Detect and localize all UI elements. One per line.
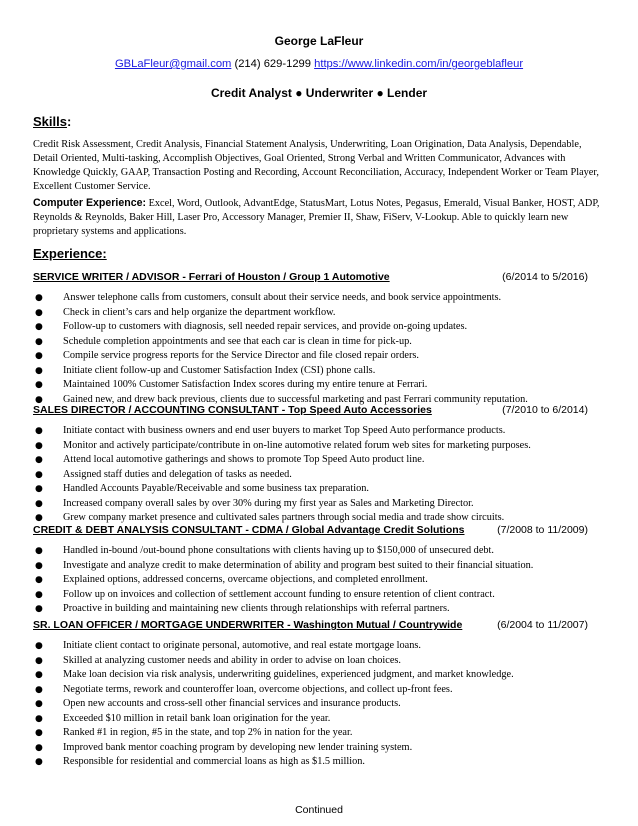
- phone-number: (214) 629-1299: [234, 58, 311, 70]
- bullet-icon: ●: [35, 560, 43, 571]
- bullet-icon: ●: [35, 742, 43, 753]
- bullet-icon: ●: [35, 365, 43, 376]
- page-footer: Continued: [295, 804, 343, 816]
- email-link[interactable]: GBLaFleur@gmail.com: [114, 58, 232, 70]
- professional-headline: Credit Analyst ● Underwriter ● Lender: [210, 86, 428, 100]
- list-item: [33, 559, 613, 574]
- bullet-text: Handled Accounts Payable/Receivable and some business tax preparation.: [63, 483, 369, 494]
- job-header-1: [33, 271, 588, 285]
- bullet-text: Follow-up to customers with diagnosis, sell needed repair services, and provide on-going updates.: [63, 321, 468, 332]
- list-item: [33, 683, 613, 698]
- bullet-text: Follow up on invoices and collection of settlement account funding to ensure retention of client contract.: [63, 588, 495, 600]
- list-item: [33, 668, 613, 683]
- bullet-icon: ●: [35, 426, 43, 436]
- job-title: CREDIT & DEBT ANALYSIS CONSULTANT - CDMA / Global Advantage Credit Solutions: [33, 524, 465, 536]
- bullet-text: Exceeded $10 million in retail bank loan origination for the year.: [63, 712, 331, 724]
- list-item: [33, 291, 613, 306]
- job-title: SALES DIRECTOR / ACCOUNTING CONSULTANT - Top Speed Auto Accessories: [33, 404, 432, 416]
- job-dates: (7/2008 to 11/2009): [497, 524, 588, 536]
- bullet-icon: ●: [35, 728, 43, 738]
- skills-heading-colon: :: [66, 114, 72, 129]
- list-item: [33, 378, 613, 393]
- bullet-icon: ●: [35, 713, 43, 724]
- job-dates: (6/2014 to 5/2016): [502, 271, 588, 283]
- job-header-4: [33, 619, 588, 633]
- job-title: SERVICE WRITER / ADVISOR - Ferrari of Houston / Group 1 Automotive: [33, 271, 390, 283]
- bullet-icon: ●: [35, 670, 43, 680]
- bullet-icon: ●: [35, 498, 43, 509]
- bullet-text: Answer telephone calls from customers, consult about their service needs, and book service appointments.: [63, 292, 502, 303]
- bullet-text: Grew company market presence and cultivated sales partners through social media and trade show circuits.: [63, 512, 505, 523]
- bullet-text: Proactive in building and maintaining new clients through relationships with referral partners.: [63, 603, 450, 614]
- bullet-icon: ●: [35, 699, 43, 709]
- bullet-text: Maintained 100% Customer Satisfaction Index scores during my entire tenure at Ferrari.: [63, 379, 428, 390]
- linkedin-link[interactable]: https://www.linkedin.com/in/georgeblafleur: [314, 58, 524, 70]
- list-item: [33, 364, 613, 379]
- list-item: [33, 755, 613, 770]
- computer-experience-label: Computer Experience:: [33, 197, 147, 209]
- job-header-2: [33, 404, 588, 418]
- bullet-text: Gained new, and drew back previous, clients due to successful marketing and past Ferrari community reputation.: [63, 393, 528, 405]
- bullet-icon: ●: [35, 684, 43, 695]
- job-dates: (6/2004 to 11/2007): [497, 619, 588, 631]
- contact-line: [0, 58, 638, 70]
- list-item: [33, 741, 613, 756]
- candidate-name: George LaFleur: [274, 34, 364, 48]
- job-bullets-1: [33, 291, 613, 407]
- skills-text: Credit Risk Assessment, Credit Analysis, Financial Statement Analysis, Underwriting, Loan Origination, Data Analysis, Dependable, Detail Oriented, Multi-tasking, Accomplish Objectives, Goal Oriented, Strong Verbal and Written Communicator, Advances with Knowledge Quickly, GAAP, Transaction Posting and Recording, Account Reconciliation, Accuracy, Independent Worker or Team Player, Excellent Customer Service.: [33, 139, 599, 192]
- bullet-text: Monitor and actively participate/contribute in on-line automotive related forum web sites for marketing purposes.: [63, 439, 531, 451]
- bullet-icon: ●: [35, 589, 43, 600]
- bullet-text: Ranked #1 in region, #5 in the state, and top 2% in nation for the year.: [63, 727, 353, 738]
- list-item: [33, 482, 613, 497]
- computer-experience: [33, 197, 603, 239]
- list-item: [33, 544, 613, 559]
- bullet-icon: ●: [35, 307, 43, 318]
- bullet-text: Schedule completion appointments and see that each car is clean in time for pick-up.: [63, 335, 412, 347]
- list-item: [33, 349, 613, 364]
- bullet-text: Initiate client follow-up and Customer Satisfaction Index (CSI) phone calls.: [63, 364, 376, 376]
- list-item: [33, 424, 613, 439]
- bullet-text: Negotiate terms, rework and counteroffer loan, overcome objections, and collect up-front fees.: [63, 683, 453, 695]
- list-item: [33, 573, 613, 588]
- experience-heading: Experience:: [33, 246, 107, 261]
- bullet-text: Initiate contact with business owners and end user buyers to market Top Speed Auto performance products.: [63, 425, 506, 436]
- job-header-3: [33, 524, 588, 538]
- list-item: [33, 320, 613, 335]
- list-item: [33, 306, 613, 321]
- bullet-icon: ●: [35, 546, 43, 556]
- list-item: [33, 654, 613, 669]
- job-dates: (7/2010 to 6/2014): [502, 404, 588, 416]
- bullet-icon: ●: [35, 513, 43, 523]
- bullet-text: Compile service progress reports for the Service Director and file closed repair orders.: [63, 350, 419, 361]
- list-item: [33, 639, 613, 654]
- bullet-text: Check in client’s cars and help organize the department workflow.: [63, 306, 336, 318]
- bullet-icon: ●: [35, 394, 43, 405]
- list-item: [33, 439, 613, 454]
- list-item: [33, 468, 613, 483]
- bullet-text: Skilled at analyzing customer needs and ability in order to advise on loan choices.: [63, 654, 401, 666]
- list-item: [33, 726, 613, 741]
- bullet-icon: ●: [35, 641, 43, 651]
- bullet-icon: ●: [35, 484, 43, 494]
- computer-experience-text: Excel, Word, Outlook, AdvantEdge, StatusMart, Lotus Notes, Pegasus, Emerald, Visual Banker, HOST, ADP, Reynolds & Reynolds, Baker Hill, Laser Pro, Accessory Manager, Premier II, Shaw, FiServ, V-Lookup. Able to quickly learn new proprietary systems and applications.: [33, 198, 600, 237]
- bullet-text: Explained options, addressed concerns, overcame objections, and completed enrollment.: [63, 574, 428, 585]
- bullet-icon: ●: [35, 322, 43, 332]
- bullet-text: Open new accounts and cross-sell other financial services and insurance products.: [63, 698, 401, 709]
- bullet-icon: ●: [35, 757, 43, 767]
- bullet-icon: ●: [35, 351, 43, 361]
- list-item: [33, 453, 613, 468]
- bullet-icon: ●: [35, 655, 43, 666]
- bullet-text: Handled in-bound /out-bound phone consultations with clients having up to $150,000 of unsecured debt.: [63, 545, 494, 556]
- skills-heading-text: Skills: [33, 114, 67, 129]
- bullet-text: Investigate and analyze credit to make determination of ability and program best suited to their financial situation.: [63, 559, 534, 571]
- bullet-icon: ●: [35, 293, 43, 303]
- bullet-text: Make loan decision via risk analysis, underwriting guidelines, experienced judgment, and market knowledge.: [63, 669, 514, 680]
- bullet-text: Initiate client contact to originate personal, automotive, and real estate mortgage loans.: [63, 640, 421, 651]
- job-bullets-4: [33, 639, 613, 770]
- bullet-icon: ●: [35, 604, 43, 614]
- job-title: SR. LOAN OFFICER / MORTGAGE UNDERWRITER - Washington Mutual / Countrywide: [33, 619, 463, 631]
- list-item: [33, 602, 613, 617]
- list-item: [33, 712, 613, 727]
- bullet-text: Responsible for residential and commercial loans as high as $1.5 million.: [63, 756, 365, 767]
- list-item: [33, 497, 613, 512]
- bullet-icon: ●: [35, 455, 43, 465]
- bullet-icon: ●: [35, 575, 43, 585]
- list-item: [33, 697, 613, 712]
- bullet-text: Attend local automotive gatherings and shows to promote Top Speed Auto product line.: [63, 454, 425, 465]
- bullet-text: Improved bank mentor coaching program by developing new lender training system.: [63, 741, 413, 753]
- job-bullets-2: [33, 424, 613, 526]
- job-bullets-3: [33, 544, 613, 617]
- bullet-icon: ●: [35, 336, 43, 347]
- bullet-text: Increased company overall sales by over 30% during my first year as Sales and Marketing Director.: [63, 497, 474, 509]
- bullet-icon: ●: [35, 440, 43, 451]
- bullet-icon: ●: [35, 469, 43, 480]
- list-item: [33, 335, 613, 350]
- skills-heading: [33, 114, 71, 129]
- list-item: [33, 588, 613, 603]
- bullet-icon: ●: [35, 380, 43, 390]
- bullet-text: Assigned staff duties and delegation of tasks as needed.: [63, 468, 292, 480]
